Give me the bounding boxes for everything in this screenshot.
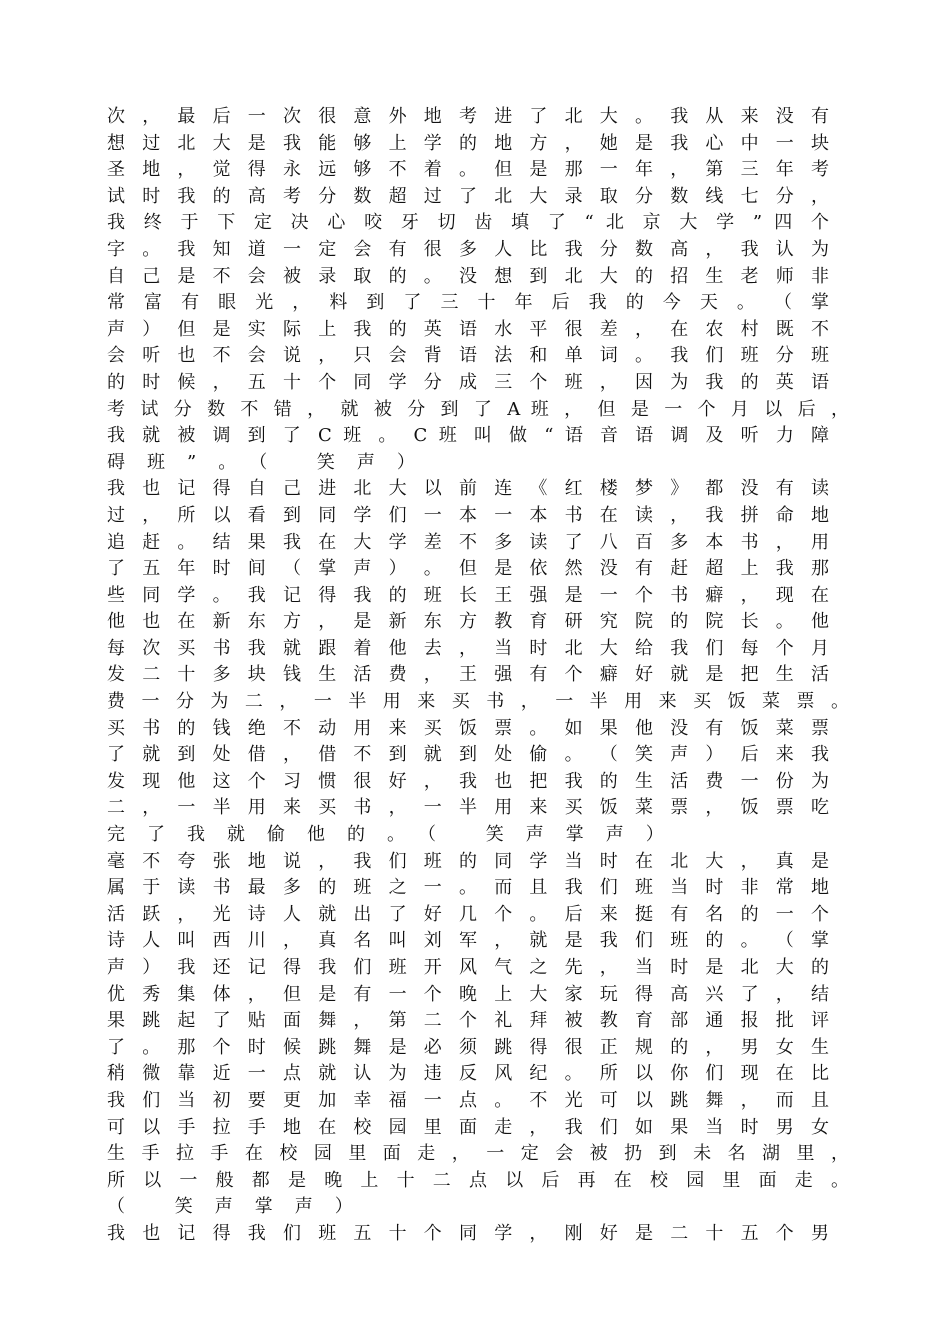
text-line: 会 听 也 不 会 说 ， 只 会 背 语 法 和 单 词 。 我 们 班 分 班 <box>107 345 829 367</box>
text-line: 我 就 被 调 到 了 C 班 。 C 班 叫 做 “ 语 音 语 调 及 听 力 障 <box>107 425 829 447</box>
text-line: 属 于 读 书 最 多 的 班 之 一 。 而 且 我 们 班 当 时 非 常 地 <box>107 877 829 899</box>
text-line: 想 过 北 大 是 我 能 够 上 学 的 地 方 ， 她 是 我 心 中 一 块 <box>107 132 829 154</box>
text-line: 发 二 十 多 块 钱 生 活 费 ， 王 强 有 个 癖 好 就 是 把 生 活 <box>107 664 829 686</box>
text-line: 圣 地 ， 觉 得 永 远 够 不 着 。 但 是 那 一 年 ， 第 三 年 考 <box>107 159 829 181</box>
text-line: 所 以 一 般 都 是 晚 上 十 二 点 以 后 再 在 校 园 里 面 走 。 <box>107 1169 849 1191</box>
text-line: 优 秀 集 体 ， 但 是 有 一 个 晚 上 大 家 玩 得 高 兴 了 ， 结 <box>107 983 829 1005</box>
text-line: 他 也 在 新 东 方 ， 是 新 东 方 教 育 研 究 院 的 院 长 。 他 <box>107 611 829 633</box>
text-line: 可 以 手 拉 手 地 在 校 园 里 面 走 ， 我 们 如 果 当 时 男 女 <box>107 1116 829 1138</box>
text-line: 果 跳 起 了 贴 面 舞 ， 第 二 个 礼 拜 被 教 育 部 通 报 批 评 <box>107 1010 829 1032</box>
text-line: 毫 不 夸 张 地 说 ， 我 们 班 的 同 学 当 时 在 北 大 ， 真 是 <box>107 850 829 872</box>
text-line: 声 ） 但 是 实 际 上 我 的 英 语 水 平 很 差 ， 在 农 村 既 不 <box>107 318 829 340</box>
text-line: 二 ， 一 半 用 来 买 书 ， 一 半 用 来 买 饭 菜 票 ， 饭 票 吃 <box>107 797 829 819</box>
text-line: 常 富 有 眼 光 ， 料 到 了 三 十 年 后 我 的 今 天 。 （ 掌 <box>107 292 829 314</box>
text-line: 了 。 那 个 时 候 跳 舞 是 必 须 跳 得 很 正 规 的 ， 男 女 生 <box>107 1036 829 1058</box>
text-line: 的 时 候 ， 五 十 个 同 学 分 成 三 个 班 ， 因 为 我 的 英 语 <box>107 371 829 393</box>
text-line: 些 同 学 。 我 记 得 我 的 班 长 王 强 是 一 个 书 癖 ， 现 在 <box>107 584 829 606</box>
text-line: 每 次 买 书 我 就 跟 着 他 去 ， 当 时 北 大 给 我 们 每 个 月 <box>107 637 829 659</box>
text-line: 诗 人 叫 西 川 ， 真 名 叫 刘 军 ， 就 是 我 们 班 的 。 （ 掌 <box>107 930 829 952</box>
text-line: 考 试 分 数 不 错 ， 就 被 分 到 了 A 班 ， 但 是 一 个 月 以 后 ， <box>107 398 849 420</box>
text-line: 发 现 他 这 个 习 惯 很 好 ， 我 也 把 我 的 生 活 费 一 份 为 <box>107 770 829 792</box>
text-line: 买 书 的 钱 绝 不 动 用 来 买 饭 票 。 如 果 他 没 有 饭 菜 票 <box>107 717 829 739</box>
text-line: 费 一 分 为 二 ， 一 半 用 来 买 书 ， 一 半 用 来 买 饭 菜 票 。 <box>107 691 849 713</box>
text-line: 了 五 年 时 间 （ 掌 声 ） 。 但 是 依 然 没 有 赶 超 上 我 那 <box>107 558 829 580</box>
text-line: 试 时 我 的 高 考 分 数 超 过 了 北 大 录 取 分 数 线 七 分 ， <box>107 185 829 207</box>
text-line: （ 笑声掌声） <box>107 1196 375 1218</box>
text-line: 完了我就偷他的。（ 笑声掌声） <box>107 824 686 846</box>
text-line: 我 们 当 初 要 更 加 幸 福 一 点 。 不 光 可 以 跳 舞 ， 而 且 <box>107 1089 829 1111</box>
text-line: 我 也 记 得 自 己 进 北 大 以 前 连 《 红 楼 梦 》 都 没 有 读 <box>107 478 829 500</box>
text-line: 稍 微 靠 近 一 点 就 认 为 违 反 风 纪 。 所 以 你 们 现 在 比 <box>107 1063 829 1085</box>
text-line: 自 己 是 不 会 被 录 取 的 。 没 想 到 北 大 的 招 生 老 师 非 <box>107 265 829 287</box>
text-line: 次 ， 最 后 一 次 很 意 外 地 考 进 了 北 大 。 我 从 来 没 有 <box>107 106 829 127</box>
text-line: 我 终 于 下 定 决 心 咬 牙 切 齿 填 了 “ 北 京 大 学 ” 四 个 <box>107 212 829 234</box>
text-line: 活 跃 ， 光 诗 人 就 出 了 好 几 个 。 后 来 挺 有 名 的 一 个 <box>107 903 829 925</box>
text-line: 碍班”。（ 笑声） <box>107 451 437 473</box>
text-line: 了 就 到 处 借 ， 借 不 到 就 到 处 偷 。 （ 笑 声 ） 后 来 我 <box>107 744 829 766</box>
text-line: 声 ） 我 还 记 得 我 们 班 开 风 气 之 先 ， 当 时 是 北 大 的 <box>107 957 829 978</box>
text-line: 追 赶 。 结 果 我 在 大 学 差 不 多 读 了 八 百 多 本 书 ， 用 <box>107 531 829 553</box>
text-line: 字 。 我 知 道 一 定 会 有 很 多 人 比 我 分 数 高 ， 我 认 为 <box>107 238 829 260</box>
text-line: 过 ， 所 以 看 到 同 学 们 一 本 一 本 书 在 读 ， 我 拼 命 地 <box>107 504 829 526</box>
text-line: 生 手 拉 手 在 校 园 里 面 走 ， 一 定 会 被 扔 到 未 名 湖 里 ， <box>107 1143 849 1165</box>
text-line: 我 也 记 得 我 们 班 五 十 个 同 学 ， 刚 好 是 二 十 五 个 男 <box>107 1222 829 1244</box>
body-text <box>107 104 887 1248</box>
